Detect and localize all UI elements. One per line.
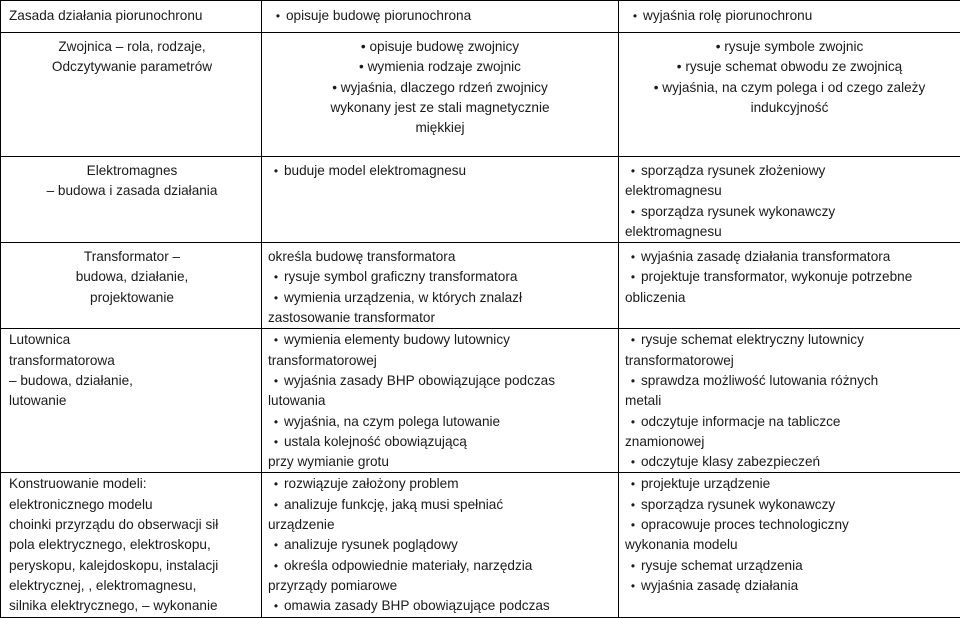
topic-line: peryskopu, kalejdoskopu, instalacji bbox=[9, 556, 255, 576]
bullet-icon: • bbox=[625, 202, 641, 222]
bullet-icon: • bbox=[268, 288, 284, 308]
topic-line: silnika elektrycznego, – wykonanie bbox=[9, 596, 255, 616]
table-row bbox=[1, 1, 960, 33]
bullet-icon: • bbox=[716, 39, 725, 54]
basic-cell bbox=[262, 157, 619, 243]
requirement-item: • omawia zasady BHP obowiązujące podczas bbox=[268, 596, 612, 616]
topic-cell bbox=[1, 329, 262, 473]
bullet-icon: • bbox=[359, 59, 368, 74]
topic-line: Konstruowanie modeli: bbox=[9, 474, 255, 494]
requirement-intro: określa budowę transformatora bbox=[268, 247, 612, 267]
table-row bbox=[1, 33, 960, 157]
requirement-item: • rysuje symbole zwojnic bbox=[625, 37, 954, 57]
table-row bbox=[1, 329, 960, 473]
requirement-item: • projektuje transformator, wykonuje potrzebne obliczenia bbox=[625, 267, 954, 308]
table-row bbox=[1, 157, 960, 243]
requirement-item: • sporządza rysunek wykonawczy bbox=[625, 495, 954, 515]
bullet-icon: • bbox=[268, 267, 284, 287]
bullet-icon: • bbox=[268, 495, 284, 515]
bullet-icon: • bbox=[625, 247, 641, 267]
topic-line: lutowanie bbox=[9, 391, 255, 411]
bullet-icon: • bbox=[625, 474, 641, 494]
basic-cell bbox=[262, 473, 619, 617]
bullet-icon: • bbox=[268, 412, 284, 432]
requirement-item: • sporządza rysunek złożeniowy elektromagnesu bbox=[625, 161, 954, 202]
requirement-item: • ustala kolejność obowiązującą przy wymianie grotu bbox=[268, 432, 612, 473]
requirement-item: • opisuje budowę zwojnicy bbox=[268, 37, 612, 57]
topic-line: Elektromagnes bbox=[9, 161, 255, 181]
requirement-item: • wyjaśnia zasadę działania bbox=[625, 576, 954, 596]
requirement-item: • rysuje schemat elektryczny lutownicy transformatorowej bbox=[625, 330, 954, 371]
topic-line: pola elektrycznego, elektroskopu, bbox=[9, 535, 255, 555]
requirement-item: • rysuje schemat urządzenia bbox=[625, 556, 954, 576]
requirement-item: • wyjaśnia, dlaczego rdzeń zwojnicy wykonany jest ze stali magnetycznie miękkiej bbox=[268, 78, 612, 139]
bullet-icon: • bbox=[627, 6, 643, 26]
requirement-item: • buduje model elektromagnesu bbox=[268, 161, 612, 181]
topic-line: projektowanie bbox=[9, 288, 255, 308]
bullet-icon: • bbox=[677, 59, 686, 74]
requirement-item: • rysuje symbol graficzny transformatora bbox=[268, 267, 612, 287]
requirement-text: wyjaśnia rolę piorunochronu bbox=[643, 6, 812, 26]
basic-cell bbox=[262, 33, 619, 157]
bullet-icon: • bbox=[625, 556, 641, 576]
topic-cell bbox=[1, 473, 262, 617]
bullet-icon: • bbox=[270, 6, 286, 26]
requirement-item: • wyjaśnia, na czym polega i od czego zależy indukcyjność bbox=[625, 78, 954, 119]
bullet-icon: • bbox=[654, 80, 663, 95]
requirement-item: • projektuje urządzenie bbox=[625, 474, 954, 494]
requirement-item: • rozwiązuje założony problem bbox=[268, 474, 612, 494]
requirement-item: • rysuje schemat obwodu ze zwojnicą bbox=[625, 57, 954, 77]
topic-line: – budowa i zasada działania bbox=[9, 181, 255, 201]
table-row bbox=[1, 243, 960, 329]
requirement-item: • odczytuje klasy zabezpieczeń bbox=[625, 452, 954, 472]
bullet-icon: • bbox=[625, 412, 641, 432]
bullet-icon: • bbox=[268, 535, 284, 555]
bullet-icon: • bbox=[625, 495, 641, 515]
requirement-item: • sporządza rysunek wykonawczy elektromagnesu bbox=[625, 202, 954, 243]
bullet-icon: • bbox=[268, 371, 284, 391]
topic-line: Zwojnica – rola, rodzaje, bbox=[9, 37, 255, 57]
topic-line: transformatorowa bbox=[9, 351, 255, 371]
topic-cell bbox=[1, 243, 262, 329]
requirement-item: • wyjaśnia zasadę działania transformatora bbox=[625, 247, 954, 267]
bullet-icon: • bbox=[268, 432, 284, 452]
topic-line: choinki przyrządu do obserwacji sił bbox=[9, 515, 255, 535]
topic-cell bbox=[1, 157, 262, 243]
basic-cell bbox=[262, 329, 619, 473]
bullet-icon: • bbox=[625, 515, 641, 535]
bullet-icon: • bbox=[625, 267, 641, 287]
requirement-item: • wymienia urządzenia, w których znalazł zastosowanie transformator bbox=[268, 288, 612, 329]
extended-cell bbox=[619, 329, 960, 473]
bullet-icon: • bbox=[625, 576, 641, 596]
extended-cell bbox=[619, 1, 960, 33]
bullet-icon: • bbox=[268, 161, 284, 181]
bullet-icon: • bbox=[361, 39, 370, 54]
extended-cell bbox=[619, 157, 960, 243]
requirement-item: • wyjaśnia, na czym polega lutowanie bbox=[268, 412, 612, 432]
requirement-item: • analizuje funkcję, jaką musi spełniać urządzenie bbox=[268, 495, 612, 536]
topic-cell bbox=[1, 1, 262, 33]
bullet-icon: • bbox=[625, 161, 641, 181]
bullet-icon: • bbox=[625, 330, 641, 350]
bullet-icon: • bbox=[625, 371, 641, 391]
requirement-text: opisuje budowę piorunochrona bbox=[286, 6, 471, 26]
topic-cell bbox=[1, 33, 262, 157]
topic-line: – budowa, działanie, bbox=[9, 371, 255, 391]
bullet-icon: • bbox=[268, 474, 284, 494]
table-row bbox=[1, 473, 960, 617]
extended-cell bbox=[619, 473, 960, 617]
requirement-item: • wyjaśnia zasady BHP obowiązujące podczas lutowania bbox=[268, 371, 612, 412]
requirement-item: • sprawdza możliwość lutowania różnych metali bbox=[625, 371, 954, 412]
basic-cell bbox=[262, 243, 619, 329]
topic-line: Transformator – bbox=[9, 247, 255, 267]
bullet-icon: • bbox=[625, 452, 641, 472]
extended-cell bbox=[619, 243, 960, 329]
bullet-icon: • bbox=[268, 596, 284, 616]
bullet-icon: • bbox=[268, 330, 284, 350]
bullet-icon: • bbox=[268, 556, 284, 576]
requirement-item: • określa odpowiednie materiały, narzędzia przyrządy pomiarowe bbox=[268, 556, 612, 597]
topic-line: elektronicznego modelu bbox=[9, 495, 255, 515]
extended-cell bbox=[619, 33, 960, 157]
requirement-item: • odczytuje informacje na tabliczce znamionowej bbox=[625, 412, 954, 453]
requirement-item: • analizuje rysunek poglądowy bbox=[268, 535, 612, 555]
requirement-item: • wymienia elementy budowy lutownicy transformatorowej bbox=[268, 330, 612, 371]
basic-cell bbox=[262, 1, 619, 33]
requirement-item: • opracowuje proces technologiczny wykonania modelu bbox=[625, 515, 954, 556]
bullet-icon: • bbox=[332, 80, 341, 95]
topic-line: Lutownica bbox=[9, 330, 255, 350]
topic-line: Odczytywanie parametrów bbox=[9, 57, 255, 77]
requirement-item: • wymienia rodzaje zwojnic bbox=[268, 57, 612, 77]
topic-text: Zasada działania piorunochronu bbox=[9, 6, 202, 26]
topic-line: elektrycznej, , elektromagnesu, bbox=[9, 576, 255, 596]
topic-line: budowa, działanie, bbox=[9, 267, 255, 287]
